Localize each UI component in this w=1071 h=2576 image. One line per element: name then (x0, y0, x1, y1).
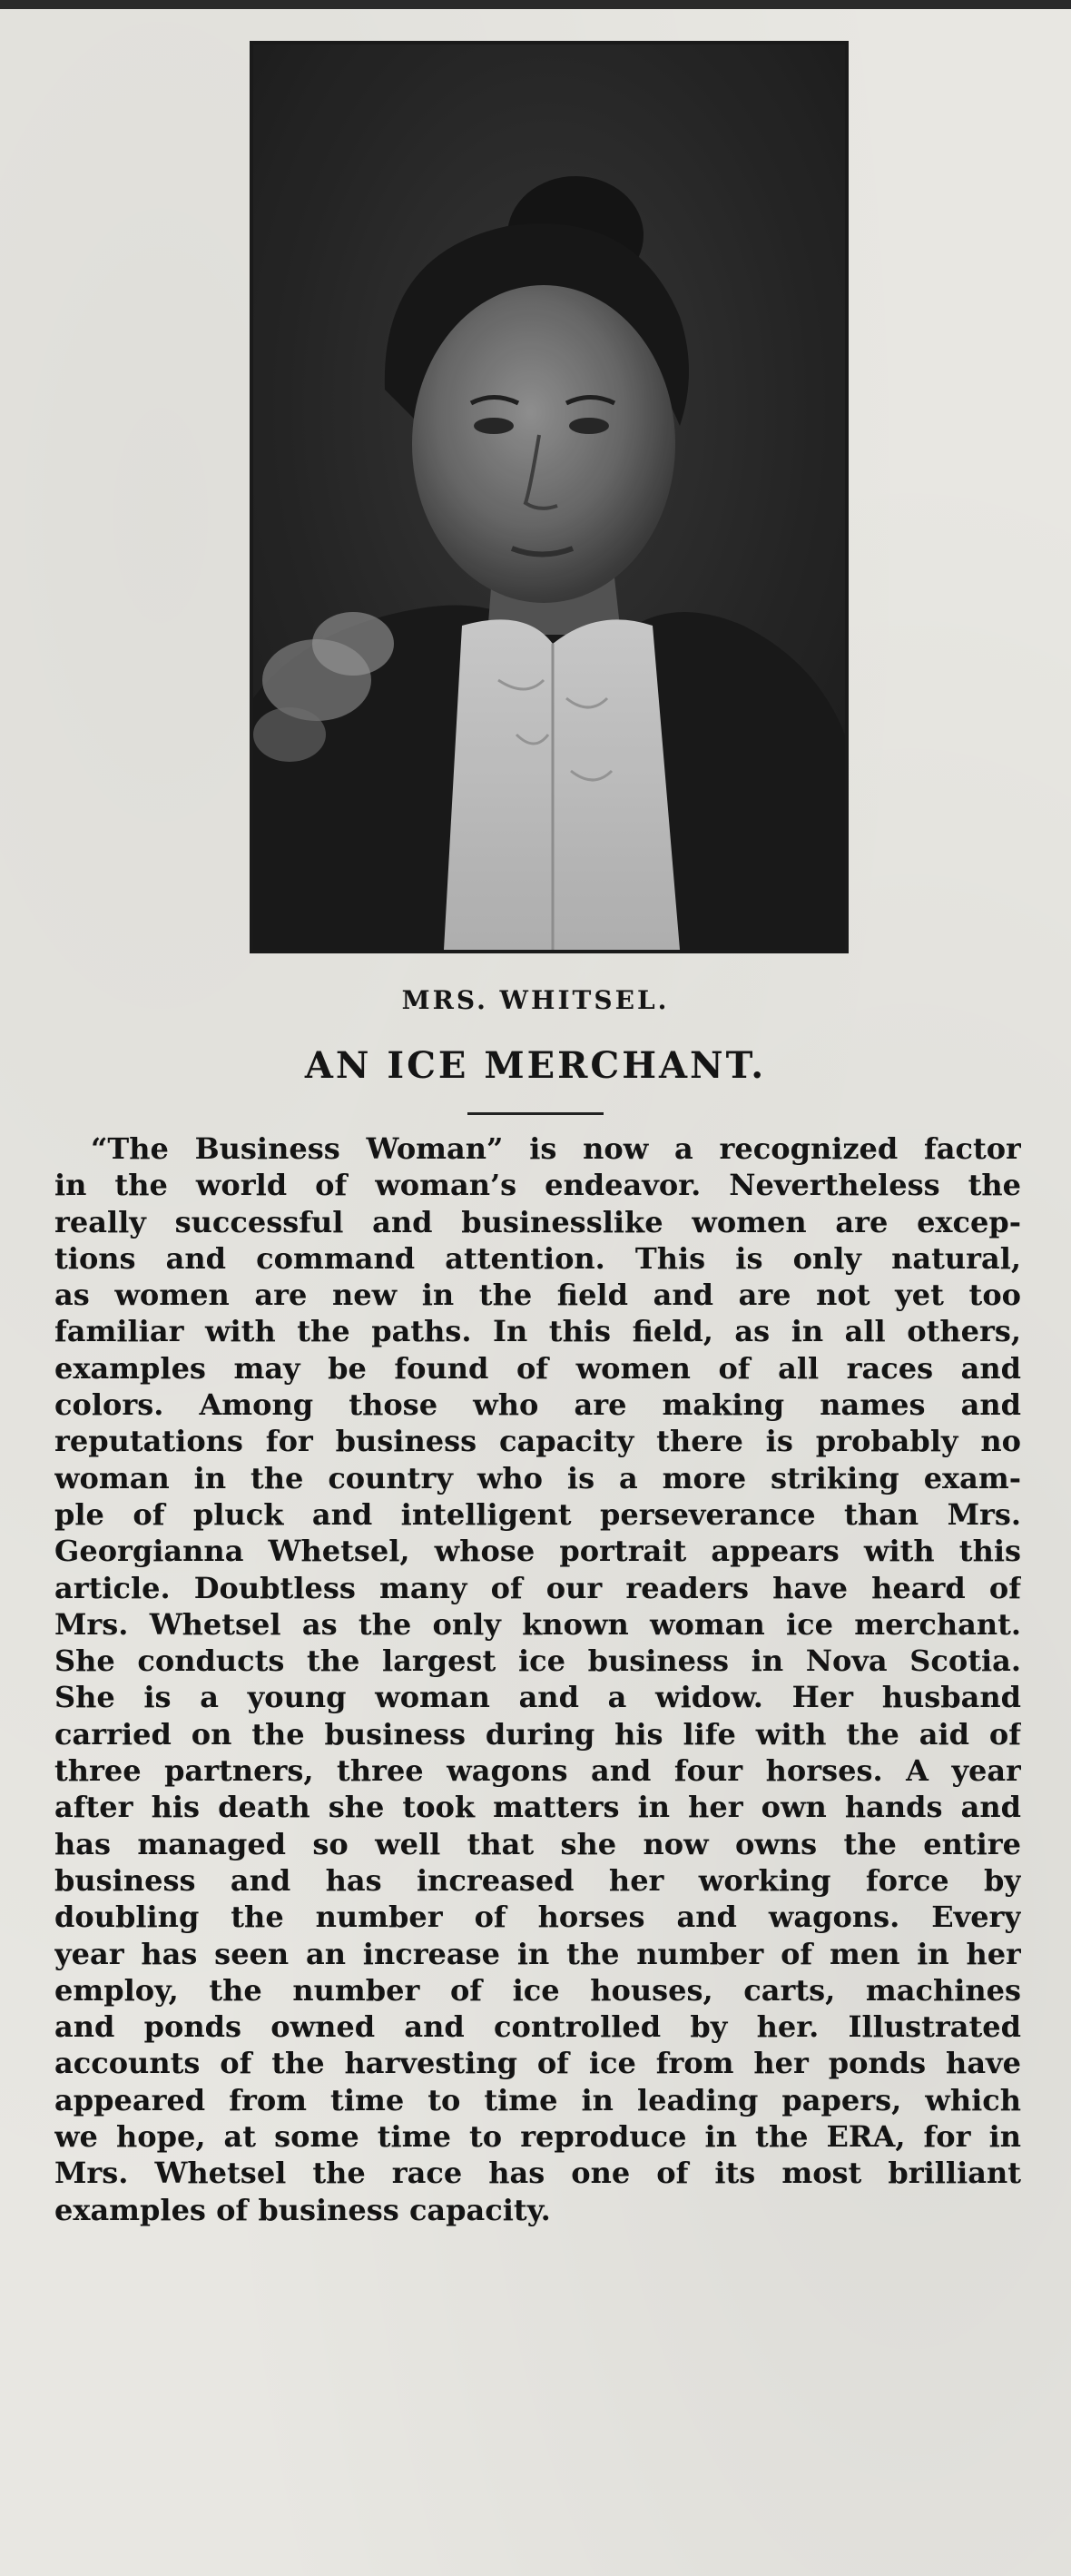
top-border-rule (0, 0, 1071, 9)
article-line: Mrs. Whetsel as the only known woman ice merchant. (54, 1606, 1021, 1642)
article-line: after his death she took matters in her own hands and (54, 1790, 1021, 1825)
article-line: examples may be found of women of all races and (54, 1350, 1021, 1386)
caption-name: MRS. WHITSEL. (401, 985, 670, 1015)
article-line: as women are new in the field and are not yet too (54, 1278, 1021, 1313)
article-line: examples of business capacity. (54, 2192, 551, 2227)
article-line: Georgianna Whetsel, whose portrait appears with this (54, 1534, 1021, 1569)
article-line: article. Doubtless many of our readers have heard of (54, 1570, 1021, 1605)
article-line: really successful and businesslike women are excep- (54, 1204, 1021, 1239)
article-line: and ponds owned and controlled by her. Illustrated (54, 2009, 1021, 2045)
article-line: business and has increased her working force by (54, 1862, 1021, 1898)
article-line: carried on the business during his life with the aid of (54, 1716, 1021, 1752)
article-line: employ, the number of ice houses, carts, machines (54, 1972, 1021, 2008)
article-line: “The Business Woman” is now a recognized factor (91, 1131, 1021, 1166)
portrait-illustration (253, 44, 845, 950)
article-line: reputations for business capacity there is probably no (54, 1424, 1021, 1459)
article-body (54, 1130, 1021, 2228)
article-line: colors. Among those who are making names and (54, 1387, 1021, 1423)
article-line: we hope, at some time to reproduce in the ERA, for in (54, 2119, 1021, 2155)
article-line: tions and command attention. This is only natural, (54, 1240, 1021, 1276)
article-headline: AN ICE MERCHANT. (304, 1044, 767, 1087)
article-line: has managed so well that she now owns the entire (54, 1826, 1021, 1861)
article-line: appeared from time to time in leading papers, which (54, 2082, 1021, 2117)
article-line: year has seen an increase in the number of men in her (54, 1936, 1021, 1971)
article-line: She is a young woman and a widow. Her husband (54, 1680, 1021, 1715)
article-line: woman in the country who is a more striking exam- (54, 1460, 1021, 1495)
article-line: doubling the number of horses and wagons. Every (54, 1900, 1021, 1935)
article-line: Mrs. Whetsel the race has one of its most brilliant (54, 2156, 1021, 2191)
article-line: ple of pluck and intelligent perseverance than Mrs. (54, 1496, 1021, 1532)
headline-divider-rule (467, 1112, 604, 1115)
article-line: in the world of woman’s endeavor. Nevertheless the (54, 1168, 1021, 1203)
portrait-photo (250, 41, 849, 953)
article-line: She conducts the largest ice business in Nova Scotia. (54, 1643, 1021, 1679)
article-line: three partners, three wagons and four horses. A year (54, 1753, 1021, 1789)
article-line: familiar with the paths. In this field, as in all others, (54, 1314, 1021, 1349)
article-line: accounts of the harvesting of ice from her ponds have (54, 2046, 1021, 2081)
